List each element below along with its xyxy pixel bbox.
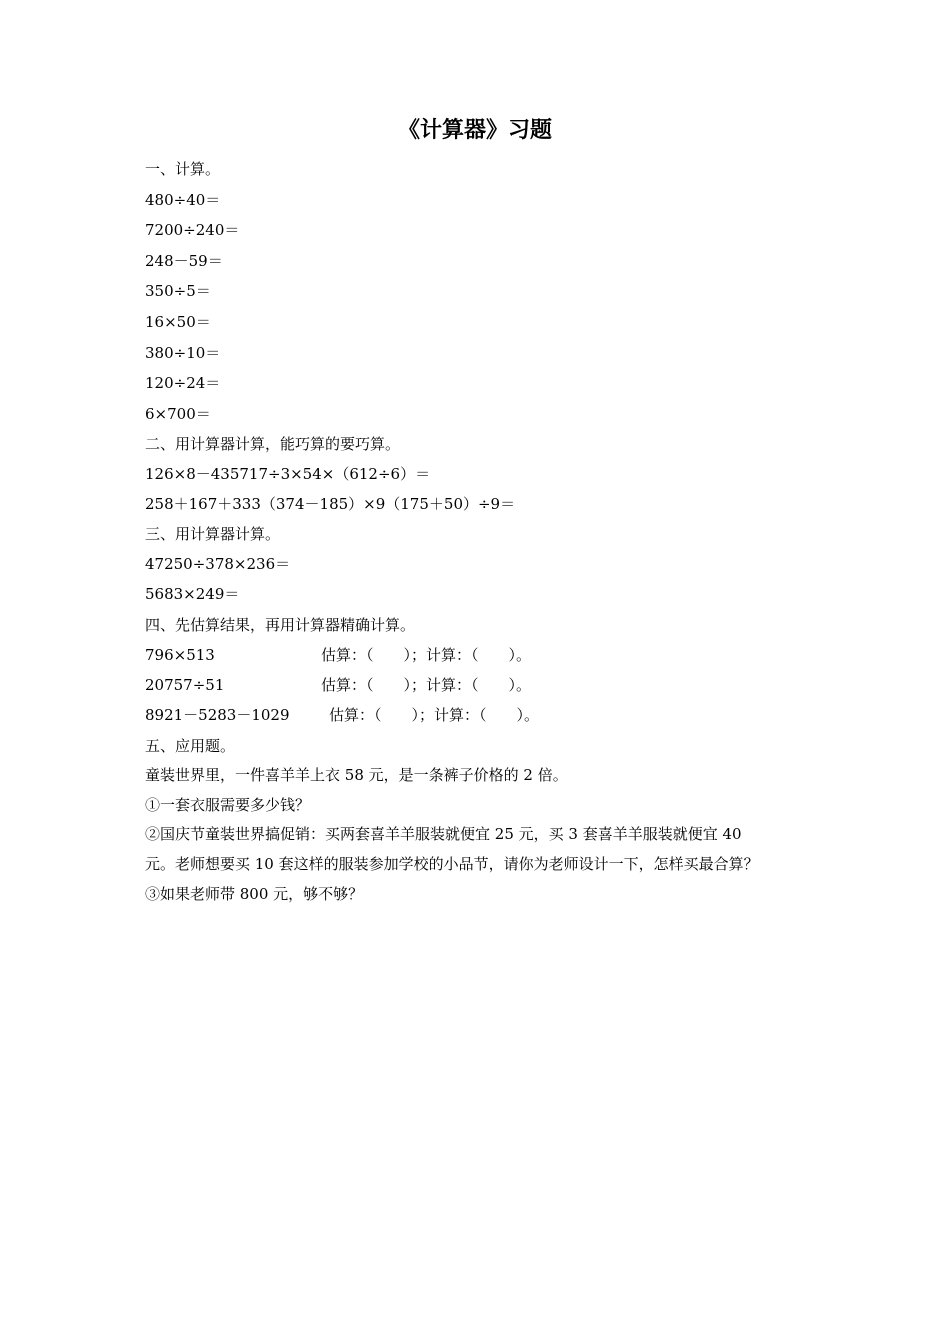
estimate-expression: 20757÷51	[145, 676, 225, 694]
s2-item: 126×8－435717÷3×54×（612÷6）＝	[145, 465, 431, 483]
s2-item: 258＋167＋333（374－185）×9（175＋50）÷9＝	[145, 495, 516, 513]
s1-item: 120÷24＝	[145, 374, 221, 392]
estimate-expression: 796×513	[145, 646, 215, 664]
estimate-row	[145, 674, 845, 696]
s1-item: 350÷5＝	[145, 282, 211, 300]
section-5-heading: 五、应用题。	[145, 737, 236, 755]
s1-item: 7200÷240＝	[145, 221, 240, 239]
estimate-row	[145, 704, 845, 726]
question-2-line-1: ②国庆节童装世界搞促销：买两套喜羊羊服装就便宜 25 元，买 3 套喜羊羊服装就便宜 40	[145, 825, 742, 843]
estimate-row	[145, 644, 845, 666]
s3-item: 47250÷378×236＝	[145, 555, 291, 573]
estimate-answer-blanks: 估算：（ ）；计算：（ ）。	[321, 646, 532, 664]
section-1-heading: 一、计算。	[145, 160, 221, 178]
section-2-heading: 二、用计算器计算，能巧算的要巧算。	[145, 435, 401, 453]
question-2-line-2: 元。老师想要买 10 套这样的服装参加学校的小品节，请你为老师设计一下，怎样买最合算？	[145, 855, 759, 873]
estimate-answer-blanks: 估算：（ ）；计算：（ ）。	[321, 676, 532, 694]
question-1: ①一套衣服需要多少钱？	[145, 796, 311, 814]
s1-item: 16×50＝	[145, 313, 211, 331]
estimate-answer-blanks: 估算：（ ）；计算：（ ）。	[329, 706, 540, 724]
s1-item: 248－59＝	[145, 252, 223, 270]
section-3-heading: 三、用计算器计算。	[145, 525, 281, 543]
s1-item: 6×700＝	[145, 405, 211, 423]
s3-item: 5683×249＝	[145, 585, 240, 603]
section-4-heading: 四、先估算结果，再用计算器精确计算。	[145, 616, 416, 634]
s1-item: 380÷10＝	[145, 344, 221, 362]
estimate-expression: 8921－5283－1029	[145, 706, 290, 724]
s1-item: 480÷40＝	[145, 191, 221, 209]
question-3: ③如果老师带 800 元，够不够？	[145, 885, 364, 903]
page-title: 《计算器》习题	[397, 118, 552, 143]
word-problem-intro: 童装世界里，一件喜羊羊上衣 58 元，是一条裤子价格的 2 倍。	[145, 766, 568, 784]
